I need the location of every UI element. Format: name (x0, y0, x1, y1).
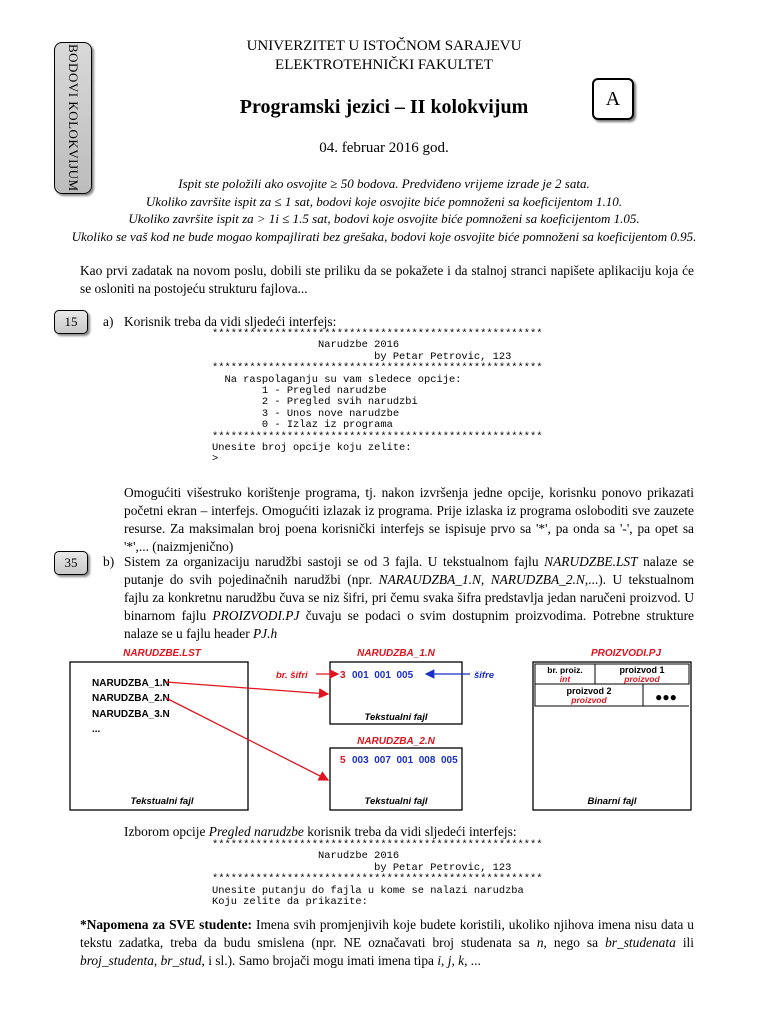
label-br-sifri: br. šifri (276, 670, 308, 681)
option-intro: Izborom opcije Pregled narudzbe korisnik treba da vidi sljedeći interfejs: (124, 824, 517, 839)
box4-title: PROIZVODI.PJ (590, 648, 662, 659)
intro-paragraph: Kao prvi zadatak na novom poslu, dobili ste priliku da se pokažete i da stalnoj stranci napišete aplikaciju koja će se osloniti na postojeću strukturu fajlova... (80, 263, 694, 296)
label-sifre: šifre (474, 670, 495, 681)
box2-count: 3 (340, 670, 346, 681)
box1-item: ... (92, 724, 101, 735)
box2-footer: Tekstualni fajl (364, 712, 428, 723)
cell-proizvod-1-type: proizvod (624, 674, 660, 684)
variant-badge: A (592, 78, 634, 120)
console-main-menu: ***************************************************** Narudzbe 2016 by Petar Petrovic, 123 ***************************************************** Na raspolaganju su vam sledece opcije: 1 - Pregled narudzbe 2 - Pregled svih narudzbi 3 - Unos nove narudzbe 0 - Izlaz iz programa ***************************************************** Unesite broj opcije koju zelite: > (212, 328, 543, 466)
cell-br-proiz-label: br. proiz. (547, 665, 583, 675)
box4-footer: Binarni fajl (587, 796, 637, 807)
box1-item: NARUDZBA_1.N (92, 678, 170, 689)
cell-proizvod-1-label: proizvod 1 (619, 665, 665, 675)
box2-codes: 001 001 005 (352, 670, 414, 681)
rule-line: Ukoliko završite ispit za ≤ 1 sat, bodovi koje osvojite biće pomnoženi sa koeficijentom 1.10. (145, 193, 623, 209)
page-title: Programski jezici – II kolokvijum (239, 96, 529, 118)
task-b-text: Sistem za organizaciju narudžbi sastoji se od 3 fajla. U tekstualnom fajlu NARUDZBE.LST nalaze se putanje do svih pojedinačnih narudžbi (npr. NARAUDZBA_1.N, NARUDZBA_2.N,...). U tekstualnom fajlu za konkretnu narudžbu čuva se niz šifri, pri čemu svaka šifra predstavlja jedan naručeni proizvod. U binarnom fajlu PROIZVODI.PJ čuvaju se podaci o svim dostupnim proizvodima. Potrebne strukture nalaze se u fajlu header PJ.h (124, 554, 695, 641)
rule-line: Ispit ste položili ako osvojite ≥ 50 bodova. Predviđeno vrijeme izrade je 2 sata. (178, 176, 590, 191)
more-dots: ●●● (655, 690, 677, 704)
points-badge-b: 35 (54, 551, 88, 575)
task-a-text: Korisnik treba da vidi sljedeći interfejs: (124, 314, 337, 329)
box2-title: NARUDZBA_1.N (357, 648, 435, 659)
console-view-order: ***************************************************** Narudzbe 2016 by Petar Petrovic, 123 ***************************************************** Unesite putanju do fajla u kome se nalazi narudzba Koju zelite da prikazite: (212, 839, 543, 909)
points-badge-a: 15 (54, 310, 88, 334)
cell-proizvod-2-label: proizvod 2 (566, 686, 612, 696)
rule-line: Ukoliko završite ispit za > 1i ≤ 1.5 sat, bodovi koje osvojite biće pomnoženi sa koeficijentom 1.05. (128, 211, 640, 226)
cell-br-proiz-type: int (559, 674, 571, 684)
file-structure-diagram (66, 644, 706, 814)
box3-title: NARUDZBA_2.N (357, 736, 435, 747)
box1-footer: Tekstualni fajl (130, 796, 194, 807)
task-a-letter: a) (103, 314, 114, 329)
side-tab-label: BODOVI KOLOKVIJUM (66, 44, 81, 192)
box3-footer: Tekstualni fajl (364, 796, 428, 807)
box1-title: NARUDZBE.LST (123, 648, 201, 659)
faculty-name: ELEKTROTEHNIČKI FAKULTET (275, 57, 493, 73)
box3-count: 5 (340, 755, 346, 766)
box1-item: NARUDZBA_2.N (92, 693, 170, 704)
university-name: UNIVERZITET U ISTOČNOM SARAJEVU (246, 38, 522, 54)
task-b-letter: b) (103, 554, 115, 569)
cell-proizvod-2-type: proizvod (571, 695, 607, 705)
task-a-description: Omogućiti višestruko korištenje programa, tj. nakon izvršenja jedne opcije, korisnku ponovo prikazati početni ekran – interfejs. Omogućiti izlazak iz programa. Prije izlaska iz programa osloboditi sve zauzete resurse. Za maksimalan broj poena korisnički interfejs se ispisuje prvo sa '*', pa onda sa '-', pa opet sa '*',... (naizmjenično) (124, 485, 694, 554)
header-institution (0, 37, 768, 75)
box3-codes: 003 007 001 008 005 (352, 755, 458, 766)
exam-rules (0, 175, 768, 245)
box1-item: NARUDZBA_3.N (92, 709, 170, 720)
rule-line: Ukoliko se vaš kod ne bude mogao kompajlirati bez grešaka, bodovi koje osvojite biće pomnoženi sa koeficijentom 0.95. (71, 228, 697, 244)
note-paragraph: *Napomena za SVE studente: Imena svih promjenjivih koje budete koristili, ukoliko njihova imena nisu data u tekstu zadatka, treba da budu smislena (npr. NE označavati broj studenata sa n, nego sa br_studenata ili broj_studenta, br_stud, i sl.). Samo brojači mogu imati imena tipa i, j, k, ... (80, 917, 694, 968)
exam-date: 04. februar 2016 god. (319, 140, 449, 156)
